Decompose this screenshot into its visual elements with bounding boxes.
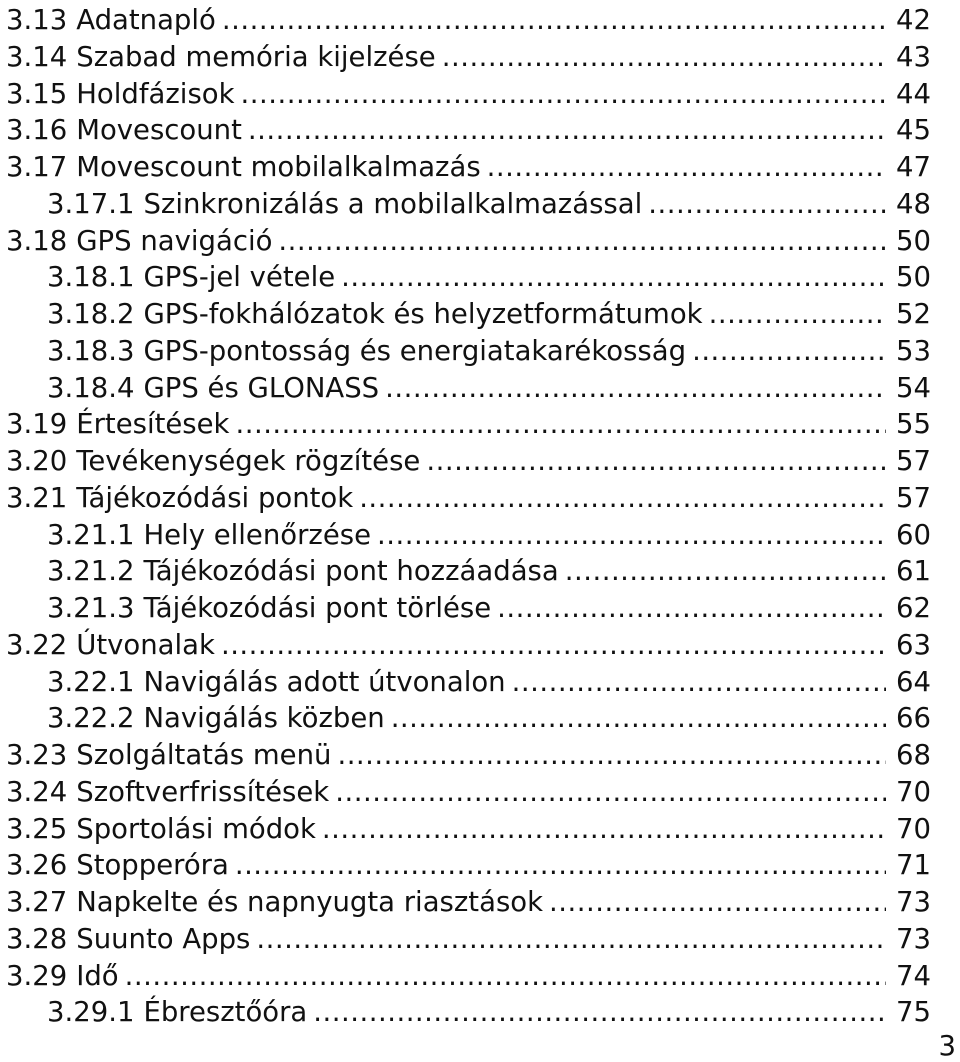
toc-dot-leader <box>385 370 886 407</box>
toc-entry-page: 54 <box>896 371 931 404</box>
table-of-contents <box>6 2 931 1031</box>
toc-dot-leader <box>359 480 886 517</box>
toc-entry[interactable] <box>6 480 931 517</box>
toc-entry-title: GPS navigáció <box>76 224 273 257</box>
toc-entry-number: 3.21.2 <box>47 555 135 588</box>
toc-entry[interactable] <box>6 39 931 76</box>
toc-entry-number: 3.27 <box>6 886 68 918</box>
toc-entry-title: GPS és GLONASS <box>143 371 380 404</box>
toc-entry-number: 3.22 <box>6 628 68 661</box>
toc-entry-number: 3.18.1 <box>47 261 135 294</box>
toc-entry-title: Tevékenységek rögzítése <box>76 445 421 477</box>
toc-entry-page: 64 <box>896 665 931 698</box>
toc-entry-page: 53 <box>896 334 931 367</box>
toc-entry-page: 48 <box>896 187 931 220</box>
toc-dot-leader <box>278 223 886 260</box>
toc-entry-number: 3.21 <box>6 481 68 514</box>
toc-entry[interactable] <box>6 590 931 627</box>
toc-entry-title: Szinkronizálás a mobilalkalmazással <box>143 187 643 220</box>
toc-dot-leader <box>487 149 886 186</box>
toc-entry-title: Navigálás adott útvonalon <box>143 665 506 698</box>
toc-entry-page: 44 <box>896 77 931 110</box>
toc-entry[interactable] <box>6 811 931 848</box>
toc-entry-title: Ébresztőóra <box>143 996 308 1029</box>
toc-dot-leader <box>125 958 886 995</box>
toc-entry[interactable] <box>6 76 931 113</box>
toc-entry-number: 3.21.3 <box>47 592 135 624</box>
toc-entry-page: 63 <box>896 628 931 661</box>
toc-entry[interactable] <box>6 223 931 260</box>
toc-dot-leader <box>709 296 886 333</box>
toc-entry-number: 3.22.1 <box>47 665 135 698</box>
toc-dot-leader <box>256 921 886 958</box>
toc-entry[interactable] <box>6 517 931 554</box>
toc-entry[interactable] <box>6 664 931 701</box>
toc-entry-title: Értesítések <box>76 408 230 441</box>
toc-entry[interactable] <box>6 958 931 995</box>
toc-dot-leader <box>341 259 886 296</box>
toc-entry[interactable] <box>6 333 931 370</box>
toc-entry-page: 70 <box>896 812 931 845</box>
toc-entry-title: Idő <box>76 959 119 992</box>
toc-entry-page: 75 <box>896 996 931 1029</box>
toc-dot-leader <box>565 553 886 590</box>
toc-entry[interactable] <box>6 2 931 39</box>
toc-dot-leader <box>248 112 886 149</box>
toc-dot-leader <box>648 186 886 223</box>
toc-dot-leader <box>377 517 886 554</box>
toc-entry-number: 3.13 <box>6 4 68 36</box>
toc-entry[interactable] <box>6 406 931 443</box>
toc-entry-number: 3.17.1 <box>47 187 135 220</box>
toc-entry[interactable] <box>6 774 931 811</box>
toc-dot-leader <box>322 811 886 848</box>
toc-entry-page: 61 <box>896 555 931 588</box>
toc-dot-leader <box>512 664 886 701</box>
toc-entry-page: 73 <box>896 886 931 918</box>
toc-entry[interactable] <box>6 884 931 921</box>
toc-dot-leader <box>497 590 886 627</box>
toc-entry-number: 3.25 <box>6 812 68 845</box>
toc-entry-title: Tájékozódási pont törlése <box>143 592 492 624</box>
toc-entry-page: 42 <box>896 4 931 36</box>
toc-dot-leader <box>337 737 886 774</box>
toc-entry-number: 3.14 <box>6 40 68 73</box>
toc-entry[interactable] <box>6 443 931 480</box>
toc-dot-leader <box>235 406 886 443</box>
toc-entry-number: 3.18.3 <box>47 334 135 367</box>
toc-entry-title: Szabad memória kijelzése <box>76 40 436 73</box>
page-number: 3 <box>938 1030 956 1062</box>
toc-dot-leader <box>235 847 886 884</box>
toc-entry-page: 52 <box>896 298 931 330</box>
toc-dot-leader <box>222 2 886 39</box>
toc-entry[interactable] <box>6 627 931 664</box>
toc-entry-title: Adatnapló <box>76 4 216 36</box>
toc-entry[interactable] <box>6 553 931 590</box>
toc-entry[interactable] <box>6 296 931 333</box>
toc-entry-page: 43 <box>896 40 931 73</box>
toc-entry-number: 3.18.2 <box>47 298 135 330</box>
toc-entry-page: 70 <box>896 775 931 808</box>
toc-dot-leader <box>692 333 886 370</box>
toc-dot-leader <box>426 443 886 480</box>
toc-entry-number: 3.21.1 <box>47 518 135 551</box>
toc-entry-page: 66 <box>896 702 931 735</box>
toc-entry[interactable] <box>6 149 931 186</box>
toc-entry-page: 62 <box>896 592 931 624</box>
toc-entry-title: Szolgáltatás menü <box>76 739 332 771</box>
toc-entry-number: 3.18 <box>6 224 68 257</box>
toc-entry[interactable] <box>6 847 931 884</box>
toc-entry-number: 3.26 <box>6 849 68 882</box>
toc-entry-number: 3.18.4 <box>47 371 135 404</box>
toc-dot-leader <box>391 700 886 737</box>
toc-entry-title: Tájékozódási pontok <box>76 481 354 514</box>
toc-entry-number: 3.17 <box>6 151 68 183</box>
toc-entry-page: 55 <box>896 408 931 441</box>
toc-entry[interactable] <box>6 186 931 223</box>
toc-entry-title: Suunto Apps <box>76 922 251 955</box>
toc-entry[interactable] <box>6 700 931 737</box>
toc-entry-number: 3.29 <box>6 959 68 992</box>
toc-entry-number: 3.16 <box>6 114 68 147</box>
toc-entry-title: Sportolási módok <box>76 812 316 845</box>
toc-entry-page: 50 <box>896 224 931 257</box>
toc-entry-title: Hely ellenőrzése <box>143 518 372 551</box>
toc-entry-page: 57 <box>896 445 931 477</box>
toc-entry-number: 3.15 <box>6 77 68 110</box>
toc-entry-title: Stopperóra <box>76 849 229 882</box>
toc-entry-number: 3.22.2 <box>47 702 135 735</box>
toc-dot-leader <box>313 994 886 1031</box>
toc-entry-title: Napkelte és napnyugta riasztások <box>76 886 544 918</box>
toc-entry-title: Tájékozódási pont hozzáadása <box>143 555 559 588</box>
toc-entry-page: 57 <box>896 481 931 514</box>
toc-entry-title: Holdfázisok <box>76 77 235 110</box>
toc-entry-title: GPS-fokhálózatok és helyzetformátumok <box>143 298 703 330</box>
toc-entry-page: 50 <box>896 261 931 294</box>
toc-entry-title: Útvonalak <box>76 628 215 661</box>
toc-entry[interactable] <box>6 921 931 958</box>
toc-entry-page: 74 <box>896 959 931 992</box>
toc-entry-title: Movescount mobilalkalmazás <box>76 151 481 183</box>
toc-entry-title: GPS-jel vétele <box>143 261 336 294</box>
toc-entry-title: Movescount <box>76 114 242 147</box>
toc-entry-number: 3.29.1 <box>47 996 135 1029</box>
toc-entry-title: GPS-pontosság és energiatakarékosság <box>143 334 687 367</box>
toc-dot-leader <box>335 774 886 811</box>
toc-entry-number: 3.20 <box>6 445 68 477</box>
toc-entry-number: 3.19 <box>6 408 68 441</box>
toc-entry-title: Szoftverfrissítések <box>76 775 330 808</box>
toc-entry-number: 3.28 <box>6 922 68 955</box>
toc-entry-page: 73 <box>896 922 931 955</box>
toc-entry[interactable] <box>6 737 931 774</box>
toc-entry-title: Navigálás közben <box>143 702 385 735</box>
toc-entry-page: 47 <box>896 151 931 183</box>
toc-dot-leader <box>442 39 886 76</box>
toc-entry[interactable] <box>6 112 931 149</box>
toc-entry-page: 71 <box>896 849 931 882</box>
toc-entry[interactable] <box>6 370 931 407</box>
toc-entry-page: 45 <box>896 114 931 147</box>
toc-entry-page: 60 <box>896 518 931 551</box>
toc-dot-leader <box>221 627 886 664</box>
toc-dot-leader <box>241 76 886 113</box>
toc-dot-leader <box>549 884 886 921</box>
toc-entry[interactable] <box>6 259 931 296</box>
toc-entry-number: 3.23 <box>6 739 68 771</box>
toc-entry-page: 68 <box>896 739 931 771</box>
toc-entry-number: 3.24 <box>6 775 68 808</box>
toc-entry[interactable] <box>6 994 931 1031</box>
